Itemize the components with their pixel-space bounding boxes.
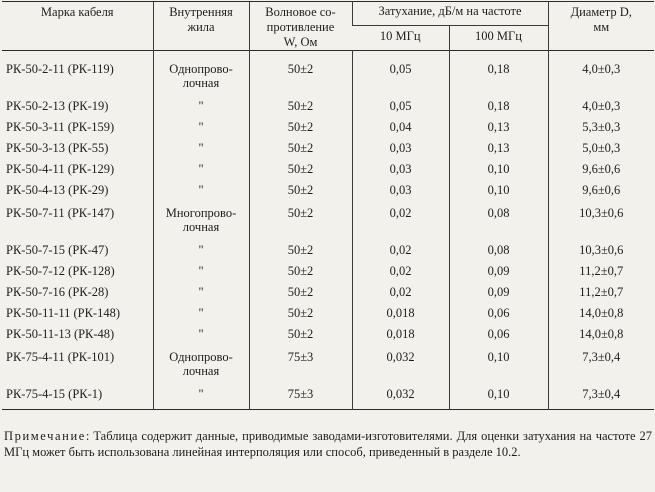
impedance-cell (249, 94, 352, 115)
attenuation-100-cell (449, 136, 548, 157)
diameter-cell-text: 9,6±0,6 (582, 162, 621, 176)
table-row (2, 178, 654, 199)
mark-cell-text: РК-75-4-15 (РК-1) (6, 387, 103, 401)
impedance-cell (249, 280, 352, 301)
header-diameter-line1: Диаметр D, (570, 5, 632, 19)
header-diameter (548, 2, 654, 51)
diameter-cell-text: 10,3±0,6 (579, 243, 624, 257)
core-cell (153, 301, 249, 322)
diameter-cell-text: 14,0±0,8 (579, 306, 624, 320)
attenuation-100-cell-text: 0,08 (487, 243, 510, 257)
mark-cell-text: РК-50-3-13 (РК-55) (6, 141, 109, 155)
header-freq-100: 100 МГц (449, 25, 548, 50)
core-cell-text: лочная (182, 76, 220, 90)
impedance-cell-text: 50±2 (287, 285, 314, 299)
attenuation-100-cell-text: 0,06 (487, 306, 510, 320)
attenuation-100-cell-text: 0,06 (487, 327, 510, 341)
header-attenuation-text: Затухание, дБ/м на частоте (378, 4, 522, 18)
diameter-cell (548, 322, 654, 343)
mark-cell (2, 199, 153, 238)
diameter-cell-text: 10,3±0,6 (579, 206, 624, 220)
mark-cell (2, 280, 153, 301)
attenuation-10-cell-text: 0,018 (386, 306, 415, 320)
impedance-cell-text: 75±3 (287, 387, 314, 401)
core-cell-text: " (198, 141, 204, 155)
table-row (2, 301, 654, 322)
attenuation-100-cell-text: 0,18 (487, 99, 510, 113)
diameter-cell-text: 11,2±0,7 (579, 264, 624, 278)
impedance-cell (249, 199, 352, 238)
impedance-cell (249, 343, 352, 382)
impedance-cell (249, 238, 352, 259)
mark-cell (2, 94, 153, 115)
attenuation-100-cell-text: 0,10 (487, 387, 510, 401)
header-impedance (249, 2, 352, 51)
diameter-cell (548, 115, 654, 136)
core-cell-text: " (198, 327, 204, 341)
impedance-cell-text: 50±2 (287, 243, 314, 257)
attenuation-10-cell (352, 94, 449, 115)
core-cell-text: лочная (182, 364, 220, 378)
core-cell (153, 136, 249, 157)
diameter-cell (548, 259, 654, 280)
core-cell (153, 259, 249, 280)
attenuation-100-cell (449, 51, 548, 95)
diameter-cell (548, 280, 654, 301)
header-diameter-line2: мм (593, 20, 610, 34)
diameter-cell (548, 199, 654, 238)
impedance-cell (249, 322, 352, 343)
impedance-cell (249, 301, 352, 322)
mark-cell (2, 238, 153, 259)
mark-cell-text: РК-50-4-11 (РК-129) (6, 162, 115, 176)
header-core-line1: Внутренняя (169, 5, 233, 19)
attenuation-10-cell-text: 0,032 (386, 387, 415, 401)
attenuation-100-cell (449, 301, 548, 322)
mark-cell (2, 382, 153, 410)
diameter-cell-text: 5,3±0,3 (582, 120, 621, 134)
attenuation-10-cell-text: 0,03 (389, 183, 412, 197)
table-note (4, 428, 652, 460)
impedance-cell (249, 115, 352, 136)
attenuation-10-cell (352, 343, 449, 382)
diameter-cell (548, 51, 654, 95)
mark-cell-text: РК-50-7-16 (РК-28) (6, 285, 109, 299)
header-impedance-line1: Волновое со- (265, 5, 336, 19)
header-impedance-line3: W, Ом (283, 35, 318, 49)
core-cell (153, 94, 249, 115)
table-row (2, 382, 654, 410)
core-cell-text: Однопрово- (169, 350, 233, 364)
header-attenuation (352, 2, 548, 26)
mark-cell (2, 115, 153, 136)
diameter-cell-text: 11,2±0,7 (579, 285, 624, 299)
attenuation-10-cell-text: 0,03 (389, 141, 412, 155)
mark-cell-text: РК-75-4-11 (РК-101) (6, 350, 115, 364)
attenuation-10-cell-text: 0,02 (389, 243, 412, 257)
core-cell (153, 382, 249, 410)
table-row (2, 259, 654, 280)
attenuation-100-cell (449, 259, 548, 280)
attenuation-100-cell (449, 157, 548, 178)
table-row (2, 51, 654, 95)
attenuation-100-cell (449, 199, 548, 238)
attenuation-100-cell (449, 280, 548, 301)
attenuation-100-cell-text: 0,13 (487, 141, 510, 155)
attenuation-10-cell (352, 136, 449, 157)
attenuation-10-cell-text: 0,02 (389, 206, 412, 220)
mark-cell-text: РК-50-7-15 (РК-47) (6, 243, 109, 257)
attenuation-10-cell (352, 157, 449, 178)
attenuation-10-cell-text: 0,05 (389, 99, 412, 113)
attenuation-100-cell-text: 0,10 (487, 183, 510, 197)
mark-cell (2, 157, 153, 178)
impedance-cell (249, 51, 352, 95)
attenuation-10-cell-text: 0,02 (389, 264, 412, 278)
mark-cell (2, 259, 153, 280)
attenuation-10-cell (352, 178, 449, 199)
attenuation-10-cell (352, 259, 449, 280)
attenuation-100-cell-text: 0,09 (487, 264, 510, 278)
core-cell (153, 115, 249, 136)
impedance-cell-text: 50±2 (287, 206, 314, 220)
core-cell-text: " (198, 99, 204, 113)
table-row (2, 136, 654, 157)
diameter-cell-text: 7,3±0,4 (582, 387, 621, 401)
diameter-cell (548, 301, 654, 322)
impedance-cell-text: 50±2 (287, 306, 314, 320)
mark-cell (2, 178, 153, 199)
diameter-cell (548, 94, 654, 115)
impedance-cell-text: 50±2 (287, 327, 314, 341)
impedance-cell-text: 50±2 (287, 99, 314, 113)
attenuation-10-cell (352, 115, 449, 136)
table-row (2, 157, 654, 178)
core-cell (153, 199, 249, 238)
core-cell (153, 178, 249, 199)
header-mark-text: Марка кабеля (40, 5, 114, 19)
diameter-cell-text: 9,6±0,6 (582, 183, 621, 197)
mark-cell-text: РК-50-7-12 (РК-128) (6, 264, 115, 278)
attenuation-10-cell (352, 322, 449, 343)
diameter-cell (548, 238, 654, 259)
diameter-cell (548, 343, 654, 382)
attenuation-10-cell (352, 301, 449, 322)
table-row (2, 322, 654, 343)
impedance-cell-text: 50±2 (287, 141, 314, 155)
attenuation-10-cell (352, 199, 449, 238)
diameter-cell (548, 178, 654, 199)
attenuation-100-cell-text: 0,10 (487, 162, 510, 176)
attenuation-10-cell (352, 382, 449, 410)
attenuation-100-cell-text: 0,08 (487, 206, 510, 220)
attenuation-10-cell-text: 0,02 (389, 285, 412, 299)
mark-cell (2, 51, 153, 95)
note-title: Примечание (4, 429, 86, 443)
core-cell-text: " (198, 264, 204, 278)
diameter-cell-text: 4,0±0,3 (582, 62, 621, 76)
core-cell (153, 280, 249, 301)
mark-cell-text: РК-50-3-11 (РК-159) (6, 120, 115, 134)
attenuation-100-cell-text: 0,18 (487, 62, 510, 76)
cable-table (2, 1, 654, 410)
table-header (2, 2, 654, 51)
core-cell-text: " (198, 387, 204, 401)
attenuation-10-cell-text: 0,032 (386, 350, 415, 364)
header-core-line2: жила (187, 20, 215, 34)
attenuation-100-cell (449, 322, 548, 343)
core-cell-text: " (198, 183, 204, 197)
core-cell (153, 343, 249, 382)
core-cell (153, 157, 249, 178)
header-mark (2, 2, 153, 51)
attenuation-100-cell (449, 115, 548, 136)
impedance-cell (249, 259, 352, 280)
table-row (2, 115, 654, 136)
attenuation-10-cell-text: 0,05 (389, 62, 412, 76)
mark-cell-text: РК-50-11-11 (РК-148) (6, 306, 121, 320)
table-row (2, 199, 654, 238)
mark-cell-text: РК-50-7-11 (РК-147) (6, 206, 115, 220)
attenuation-100-cell (449, 343, 548, 382)
mark-cell (2, 322, 153, 343)
impedance-cell (249, 157, 352, 178)
attenuation-100-cell-text: 0,09 (487, 285, 510, 299)
mark-cell (2, 301, 153, 322)
header-core (153, 2, 249, 51)
core-cell-text: Многопрово- (165, 206, 237, 220)
impedance-cell-text: 50±2 (287, 183, 314, 197)
attenuation-100-cell-text: 0,13 (487, 120, 510, 134)
attenuation-10-cell-text: 0,03 (389, 162, 412, 176)
header-impedance-line2: противление (266, 20, 335, 34)
impedance-cell-text: 75±3 (287, 350, 314, 364)
mark-cell-text: РК-50-2-11 (РК-119) (6, 62, 114, 76)
impedance-cell-text: 50±2 (287, 120, 314, 134)
diameter-cell (548, 157, 654, 178)
core-cell (153, 322, 249, 343)
diameter-cell-text: 7,3±0,4 (582, 350, 621, 364)
core-cell-text: лочная (182, 220, 220, 234)
impedance-cell-text: 50±2 (287, 264, 314, 278)
table-body (2, 51, 654, 410)
mark-cell-text: РК-50-4-13 (РК-29) (6, 183, 109, 197)
impedance-cell-text: 50±2 (287, 162, 314, 176)
core-cell-text: " (198, 285, 204, 299)
diameter-cell (548, 136, 654, 157)
header-freq-10: 10 МГц (379, 28, 421, 43)
table-row (2, 94, 654, 115)
diameter-cell-text: 5,0±0,3 (582, 141, 621, 155)
core-cell-text: " (198, 243, 204, 257)
core-cell (153, 238, 249, 259)
attenuation-10-cell (352, 280, 449, 301)
attenuation-100-cell (449, 382, 548, 410)
core-cell (153, 51, 249, 95)
core-cell-text: " (198, 120, 204, 134)
attenuation-10-cell (352, 238, 449, 259)
attenuation-10-cell-text: 0,04 (389, 120, 412, 134)
table-row (2, 343, 654, 382)
impedance-cell (249, 382, 352, 410)
impedance-cell-text: 50±2 (287, 62, 314, 76)
diameter-cell-text: 4,0±0,3 (582, 99, 621, 113)
attenuation-100-cell (449, 94, 548, 115)
table-row (2, 280, 654, 301)
attenuation-100-cell (449, 178, 548, 199)
core-cell-text: " (198, 306, 204, 320)
diameter-cell-text: 14,0±0,8 (579, 327, 624, 341)
mark-cell-text: РК-50-11-13 (РК-48) (6, 327, 115, 341)
core-cell-text: Однопрово- (169, 62, 233, 76)
attenuation-10-cell-text: 0,018 (386, 327, 415, 341)
core-cell-text: " (198, 162, 204, 176)
mark-cell-text: РК-50-2-13 (РК-19) (6, 99, 109, 113)
impedance-cell (249, 178, 352, 199)
table-row (2, 238, 654, 259)
note-text: : Таблица содержит данные, приводимые заводами-изготовителями. Для оценки затухания на частоте 27 МГц может быть использована линейная интерполяция или способ, приведенный в разделе 10.2. (4, 429, 652, 459)
impedance-cell (249, 136, 352, 157)
diameter-cell (548, 382, 654, 410)
mark-cell (2, 343, 153, 382)
attenuation-100-cell-text: 0,10 (487, 350, 510, 364)
mark-cell (2, 136, 153, 157)
attenuation-100-cell (449, 238, 548, 259)
attenuation-10-cell (352, 51, 449, 95)
